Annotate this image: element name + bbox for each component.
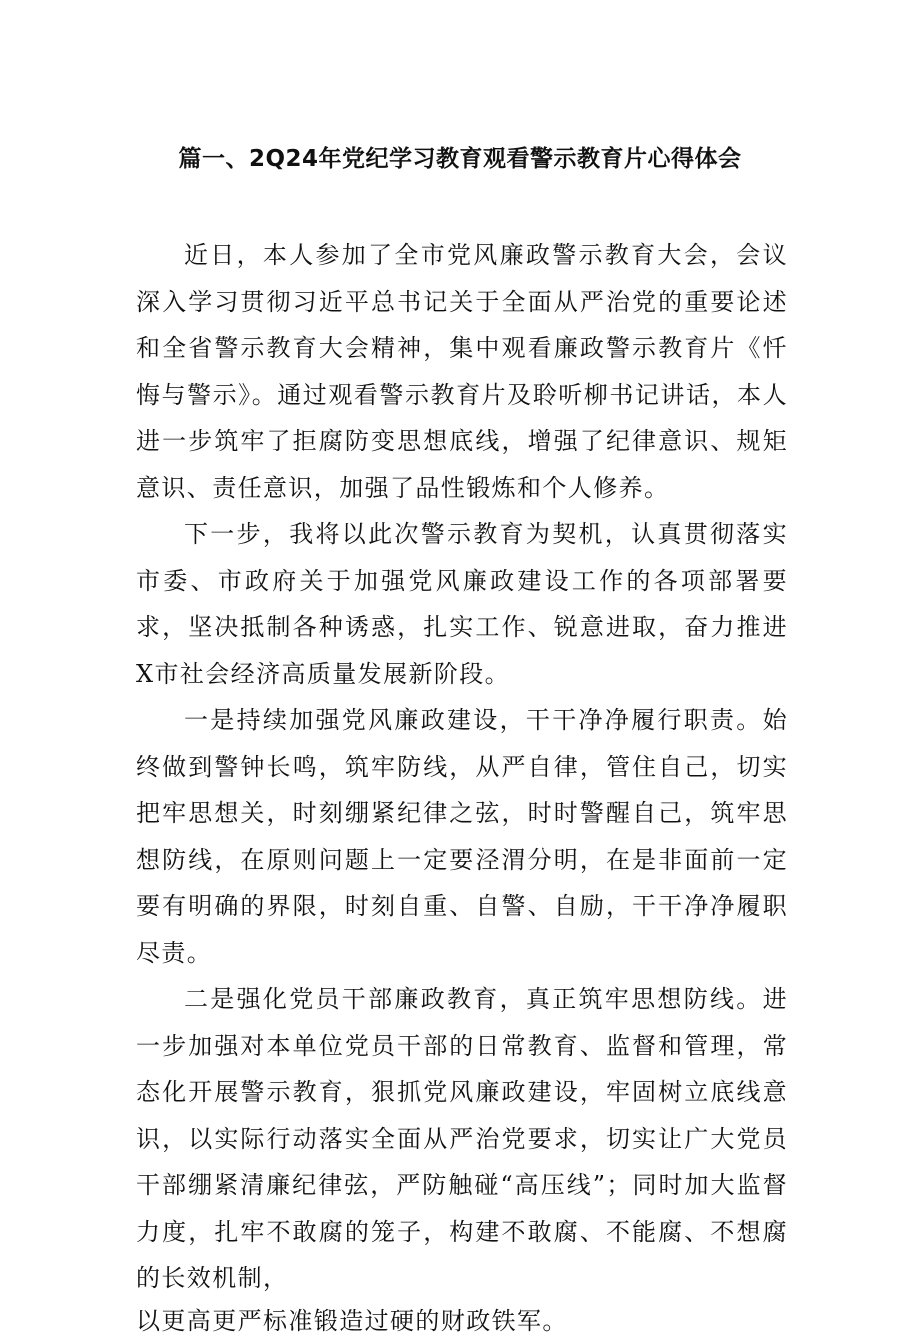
paragraph-tail-line: 以更高更严标准锻造过硬的财政铁军。 bbox=[136, 1306, 568, 1335]
paragraph-next-step: 下一步，我将以此次警示教育为契机，认真贯彻落实市委、市政府关于加强党风廉政建设工作的各项部署要求，坚决抵制各种诱惑，扎实工作、锐意进取，奋力推进X市社会经济高质量发展新阶段。 bbox=[136, 520, 788, 688]
paragraph-point-one: 一是持续加强党风廉政建设，干干净净履行职责。始终做到警钟长鸣，筑牢防线，从严自律，管住自己，切实把牢思想关，时刻绷紧纪律之弦，时时警醒自己，筑牢思想防线，在原则问题上一定要泾渭分明，在是非面前一定要有明确的界限，时刻自重、自警、自励，干干净净履职尽责。 bbox=[136, 706, 788, 967]
paragraph-point-two: 二是强化党员干部廉政教育，真正筑牢思想防线。进一步加强对本单位党员干部的日常教育、监督和管理，常态化开展警示教育，狠抓党风廉政建设，牢固树立底线意识，以实际行动落实全面从严治党要求，切实让广大党员干部绷紧清廉纪律弦，严防触碰“高压线”；同时加大监督力度，扎牢不敢腐的笼子，构建不敢腐、不能腐、不想腐的长效机制， bbox=[136, 985, 788, 1292]
paragraph-intro: 近日，本人参加了全市党风廉政警示教育大会，会议深入学习贯彻习近平总书记关于全面从严治党的重要论述和全省警示教育大会精神，集中观看廉政警示教育片《忏悔与警示》。通过观看警示教育片及聆听柳书记讲话，本人进一步筑牢了拒腐防变思想底线，增强了纪律意识、规矩意识、责任意识，加强了品性锻炼和个人修养。 bbox=[136, 241, 788, 502]
document-body bbox=[136, 232, 788, 1340]
document-title: 篇一、2Q24年党纪学习教育观看警示教育片心得体会 bbox=[178, 146, 742, 172]
